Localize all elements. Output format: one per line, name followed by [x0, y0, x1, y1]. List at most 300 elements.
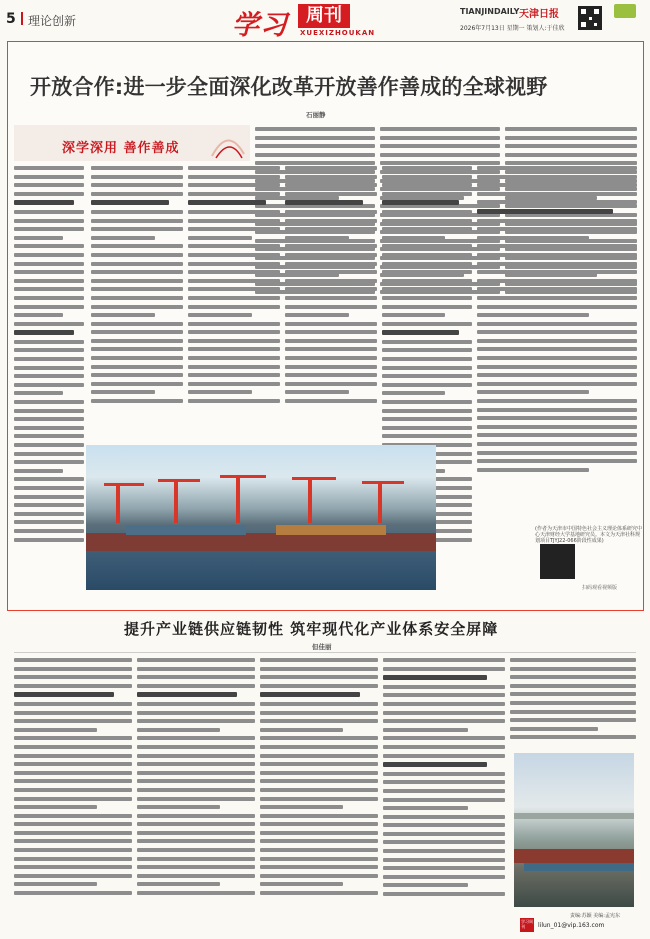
masthead-pinyin: XUEXIZHOUKAN — [300, 29, 376, 37]
body-text-line — [91, 270, 183, 274]
body-text-line — [14, 822, 132, 826]
body-text-line — [285, 313, 349, 317]
body-text-line — [255, 144, 375, 148]
body-text-line — [505, 136, 637, 140]
body-text-line — [14, 762, 132, 766]
body-text-line — [188, 365, 280, 369]
body-text-line — [383, 754, 505, 758]
body-text-line — [137, 814, 255, 818]
body-text-line — [255, 136, 375, 140]
body-text-line — [285, 330, 377, 334]
body-text-line — [14, 175, 84, 179]
body-text-line — [14, 839, 132, 843]
article-body-col-a — [14, 166, 84, 591]
body-text-line — [383, 875, 505, 879]
body-text-line — [14, 495, 84, 499]
subhead-line — [91, 200, 169, 205]
body-text-line — [285, 219, 377, 223]
body-text-line — [477, 433, 637, 437]
body-text-line — [383, 866, 505, 870]
body-text-line — [382, 426, 472, 430]
body-text-line — [383, 745, 505, 749]
body-text-line — [260, 848, 378, 852]
body-text-line — [91, 296, 183, 300]
body-text-line — [260, 745, 378, 749]
body-text-line — [14, 287, 84, 291]
body-text-line — [91, 330, 183, 334]
body-text-line — [14, 874, 132, 878]
body-text-line — [91, 390, 155, 394]
body-text-line — [383, 719, 505, 723]
article-title[interactable]: 开放合作:进一步全面深化改革开放善作善成的全球视野 — [30, 75, 548, 99]
body-text-line — [477, 382, 637, 386]
body-text-line — [260, 857, 378, 861]
body-text-line — [505, 127, 637, 131]
body-text-line — [285, 192, 377, 196]
body-text-line — [14, 192, 84, 196]
body-text-line — [14, 400, 84, 404]
body-text-line — [477, 425, 637, 429]
body-text-line — [91, 166, 183, 170]
body-text-line — [91, 365, 183, 369]
article2-body-col-2 — [137, 658, 255, 930]
body-text-line — [14, 452, 84, 456]
body-text-line — [477, 330, 637, 334]
body-text-line — [477, 442, 637, 446]
body-text-line — [14, 486, 84, 490]
body-text-line — [14, 417, 84, 421]
section-name: 理论创新 — [28, 14, 77, 28]
body-text-line — [188, 390, 252, 394]
body-text-line — [137, 788, 255, 792]
body-text-line — [260, 702, 378, 706]
article-body-col-b — [91, 166, 183, 441]
body-text-line — [91, 305, 183, 309]
body-text-line — [382, 175, 472, 179]
paper-name-en: TIANJINDAILY — [460, 7, 520, 16]
scan-label: 扫码观看视频版 — [582, 585, 618, 591]
body-text-line — [383, 736, 505, 740]
article2-body-col-1 — [14, 658, 132, 930]
qr-code-icon[interactable] — [578, 6, 602, 30]
body-text-line — [188, 279, 280, 283]
body-text-line — [14, 253, 84, 257]
body-text-line — [477, 468, 589, 472]
body-text-line — [260, 891, 378, 895]
body-text-line — [91, 322, 183, 326]
body-text-line — [188, 227, 280, 231]
body-text-line — [383, 711, 505, 715]
body-text-line — [188, 296, 280, 300]
body-text-line — [285, 175, 377, 179]
body-text-line — [510, 675, 636, 679]
body-text-line — [260, 814, 378, 818]
freight-train-photo — [514, 753, 634, 907]
body-text-line — [14, 736, 132, 740]
body-text-line — [91, 227, 183, 231]
body-text-line — [382, 270, 472, 274]
body-text-line — [383, 849, 505, 853]
body-text-line — [382, 357, 472, 361]
body-text-line — [14, 236, 63, 240]
body-text-line — [382, 348, 472, 352]
body-text-line — [285, 244, 377, 248]
body-text-line — [255, 161, 375, 165]
body-text-line — [260, 658, 378, 662]
body-text-line — [14, 270, 84, 274]
body-text-line — [14, 865, 132, 869]
body-text-line — [137, 736, 255, 740]
body-text-line — [260, 779, 378, 783]
body-text-line — [14, 538, 84, 542]
paper-name-cn: 天津日报 — [519, 9, 559, 20]
body-text-line — [382, 340, 472, 344]
body-text-line — [260, 728, 343, 732]
body-text-line — [260, 711, 378, 715]
body-text-line — [188, 244, 280, 248]
body-text-line — [382, 219, 472, 223]
editor-credit: 责编:苏颖 美编:孟宪东 — [570, 913, 620, 919]
body-text-line — [137, 779, 255, 783]
author-credit: (作者为天津市中国特色社会主义理论体系研究中心天津财经大学基地研究员。本文为天津社科规划项目TJYJ22-066阶段性成果) — [535, 526, 642, 544]
body-text-line — [285, 390, 349, 394]
body-text-line — [14, 805, 97, 809]
body-text-line — [477, 253, 637, 257]
body-text-line — [91, 339, 183, 343]
body-text-line — [14, 296, 84, 300]
body-text-line — [260, 771, 378, 775]
subhead-line — [383, 762, 487, 767]
body-text-line — [255, 127, 375, 131]
body-text-line — [188, 287, 280, 291]
subhead-line — [382, 200, 459, 205]
body-text-line — [137, 891, 255, 895]
subhead-line — [14, 200, 74, 205]
article-body-col-d — [285, 166, 377, 441]
body-text-line — [477, 244, 637, 248]
subhead-line — [382, 330, 459, 335]
body-text-line — [383, 667, 505, 671]
body-text-line — [188, 219, 280, 223]
body-text-line — [14, 711, 132, 715]
body-text-line — [383, 806, 468, 810]
body-text-line — [91, 279, 183, 283]
body-text-line — [137, 839, 255, 843]
body-text-line — [14, 460, 84, 464]
body-text-line — [505, 144, 637, 148]
body-text-line — [383, 789, 505, 793]
body-text-line — [285, 253, 377, 257]
body-text-line — [505, 161, 637, 165]
body-text-line — [188, 166, 280, 170]
body-text-line — [383, 728, 468, 732]
body-text-line — [14, 434, 84, 438]
body-text-line — [260, 675, 378, 679]
body-text-line — [510, 727, 598, 731]
body-text-line — [383, 832, 505, 836]
body-text-line — [382, 183, 472, 187]
port-cranes-photo — [86, 445, 436, 590]
body-text-line — [137, 771, 255, 775]
body-text-line — [14, 891, 132, 895]
body-text-line — [188, 175, 280, 179]
body-text-line — [260, 719, 378, 723]
body-text-line — [14, 348, 84, 352]
body-text-line — [510, 735, 636, 739]
newspaper-logo-icon — [614, 4, 636, 18]
body-text-line — [137, 797, 255, 801]
body-text-line — [14, 219, 84, 223]
body-text-line — [477, 373, 637, 377]
body-text-line — [188, 210, 280, 214]
body-text-line — [188, 305, 280, 309]
body-text-line — [137, 658, 255, 662]
body-text-line — [477, 313, 589, 317]
body-text-line — [260, 736, 378, 740]
footer-tag-text: 学习周刊 — [521, 919, 533, 929]
body-text-line — [188, 192, 280, 196]
body-text-line — [188, 347, 280, 351]
page-number: 5 — [6, 11, 16, 27]
body-text-line — [14, 512, 84, 516]
body-text-line — [477, 459, 637, 463]
body-text-line — [188, 339, 280, 343]
body-text-line — [477, 200, 637, 204]
body-text-line — [188, 382, 280, 386]
body-text-line — [260, 754, 378, 758]
body-text-line — [14, 529, 84, 533]
article-title-2[interactable]: 提升产业链供应链韧性 筑牢现代化产业体系安全屏障 — [124, 620, 499, 638]
body-text-line — [383, 883, 468, 887]
body-text-line — [285, 262, 377, 266]
body-text-line — [477, 365, 637, 369]
body-text-line — [14, 684, 132, 688]
body-text-line — [91, 262, 183, 266]
body-text-line — [137, 675, 255, 679]
body-text-line — [380, 127, 500, 131]
subhead-line — [14, 330, 74, 335]
body-text-line — [137, 667, 255, 671]
body-text-line — [188, 322, 280, 326]
body-text-line — [285, 399, 377, 403]
body-text-line — [137, 702, 255, 706]
body-text-line — [91, 382, 183, 386]
body-text-line — [382, 409, 472, 413]
masthead-title: 学习 — [232, 10, 288, 41]
subhead-line — [285, 200, 363, 205]
body-text-line — [382, 166, 472, 170]
body-text-line — [14, 426, 84, 430]
article-body-col-f — [477, 166, 637, 521]
body-text-line — [382, 236, 445, 240]
body-text-line — [285, 287, 377, 291]
body-text-line — [14, 409, 84, 413]
column-banner-text: 深学深用 善作善成 — [62, 141, 180, 156]
subhead-line — [14, 692, 114, 697]
date-line: 2026年7月13日 星期一 策划人:于佳欣 — [460, 25, 565, 32]
body-text-line — [383, 858, 505, 862]
body-text-line — [91, 236, 155, 240]
body-text-line — [260, 865, 378, 869]
body-text-line — [14, 702, 132, 706]
body-text-line — [137, 719, 255, 723]
body-text-line — [14, 779, 132, 783]
masthead-week-badge: 周刊 — [298, 4, 350, 28]
body-text-line — [188, 373, 280, 377]
body-text-line — [14, 183, 84, 187]
body-text-line — [477, 390, 589, 394]
body-text-line — [383, 685, 505, 689]
body-text-line — [510, 658, 636, 662]
body-text-line — [260, 788, 378, 792]
body-text-line — [510, 701, 636, 705]
body-text-line — [14, 357, 84, 361]
body-text-line — [285, 270, 377, 274]
body-text-line — [380, 144, 500, 148]
body-text-line — [383, 702, 505, 706]
subhead-line — [383, 675, 487, 680]
body-text-line — [91, 347, 183, 351]
body-text-line — [382, 305, 472, 309]
body-text-line — [383, 772, 505, 776]
body-text-line — [14, 227, 84, 231]
body-text-line — [382, 313, 445, 317]
body-text-line — [382, 279, 472, 283]
body-text-line — [383, 693, 505, 697]
body-text-line — [510, 710, 636, 714]
body-text-line — [91, 175, 183, 179]
body-text-line — [188, 270, 280, 274]
contact-email[interactable]: lilun_01@vip.163.com — [538, 922, 605, 929]
body-text-line — [382, 244, 472, 248]
body-text-line — [383, 892, 505, 896]
article2-body-col-5 — [510, 658, 636, 750]
body-text-line — [477, 192, 637, 196]
body-text-line — [14, 210, 84, 214]
body-text-line — [380, 161, 500, 165]
body-text-line — [14, 675, 132, 679]
body-text-line — [14, 728, 97, 732]
body-text-line — [477, 356, 637, 360]
body-text-line — [91, 313, 155, 317]
subhead-line — [137, 692, 237, 697]
body-text-line — [260, 822, 378, 826]
body-text-line — [477, 227, 637, 231]
body-text-line — [382, 374, 472, 378]
body-text-line — [14, 667, 132, 671]
body-text-line — [285, 296, 377, 300]
body-text-line — [137, 822, 255, 826]
body-text-line — [188, 330, 280, 334]
body-text-line — [285, 183, 377, 187]
video-qr-code-icon[interactable] — [540, 544, 575, 579]
body-text-line — [14, 262, 84, 266]
body-text-line — [14, 814, 132, 818]
subhead-line — [260, 692, 360, 697]
body-text-line — [383, 658, 505, 662]
body-text-line — [285, 305, 377, 309]
body-text-line — [14, 374, 84, 378]
body-text-line — [477, 451, 637, 455]
body-text-line — [260, 797, 378, 801]
body-text-line — [14, 882, 97, 886]
body-text-line — [14, 848, 132, 852]
body-text-line — [510, 684, 636, 688]
body-text-line — [91, 183, 183, 187]
body-text-line — [285, 210, 377, 214]
body-text-line — [137, 865, 255, 869]
body-text-line — [137, 882, 220, 886]
body-text-line — [505, 153, 637, 157]
body-text-line — [14, 831, 132, 835]
body-text-line — [285, 279, 377, 283]
body-text-line — [14, 754, 132, 758]
body-text-line — [477, 347, 637, 351]
body-text-line — [91, 399, 183, 403]
page-number-divider — [21, 12, 23, 25]
body-text-line — [14, 340, 84, 344]
body-text-line — [137, 745, 255, 749]
body-text-line — [383, 815, 505, 819]
body-text-line — [260, 684, 378, 688]
body-text-line — [14, 771, 132, 775]
body-text-line — [188, 183, 280, 187]
article2-body-col-4 — [383, 658, 505, 930]
body-text-line — [380, 136, 500, 140]
body-text-line — [382, 366, 472, 370]
body-text-line — [188, 313, 252, 317]
article-author: 石丽静 — [306, 111, 326, 119]
body-text-line — [382, 434, 472, 438]
body-text-line — [477, 339, 637, 343]
body-text-line — [260, 882, 343, 886]
body-text-line — [14, 383, 84, 387]
body-text-line — [188, 236, 252, 240]
article-body-col-c — [188, 166, 280, 441]
body-text-line — [14, 279, 84, 283]
body-text-line — [137, 857, 255, 861]
body-text-line — [382, 322, 472, 326]
body-text-line — [14, 469, 63, 473]
body-text-line — [380, 153, 500, 157]
body-text-line — [137, 805, 220, 809]
body-text-line — [285, 339, 377, 343]
body-text-line — [91, 253, 183, 257]
article2-body-col-3 — [260, 658, 378, 930]
body-text-line — [91, 219, 183, 223]
body-text-line — [137, 831, 255, 835]
body-text-line — [188, 262, 280, 266]
body-text-line — [477, 287, 637, 291]
body-text-line — [14, 313, 63, 317]
body-text-line — [383, 840, 505, 844]
body-text-line — [188, 356, 280, 360]
body-text-line — [382, 287, 472, 291]
banner-decoration-icon — [210, 126, 246, 160]
body-text-line — [477, 279, 637, 283]
body-text-line — [91, 287, 183, 291]
body-text-line — [260, 831, 378, 835]
body-text-line — [477, 262, 637, 266]
body-text-line — [382, 400, 472, 404]
body-text-line — [477, 399, 637, 403]
body-text-line — [260, 839, 378, 843]
body-text-line — [137, 874, 255, 878]
body-text-line — [260, 667, 378, 671]
body-text-line — [14, 503, 84, 507]
body-text-line — [137, 728, 220, 732]
body-text-line — [137, 711, 255, 715]
